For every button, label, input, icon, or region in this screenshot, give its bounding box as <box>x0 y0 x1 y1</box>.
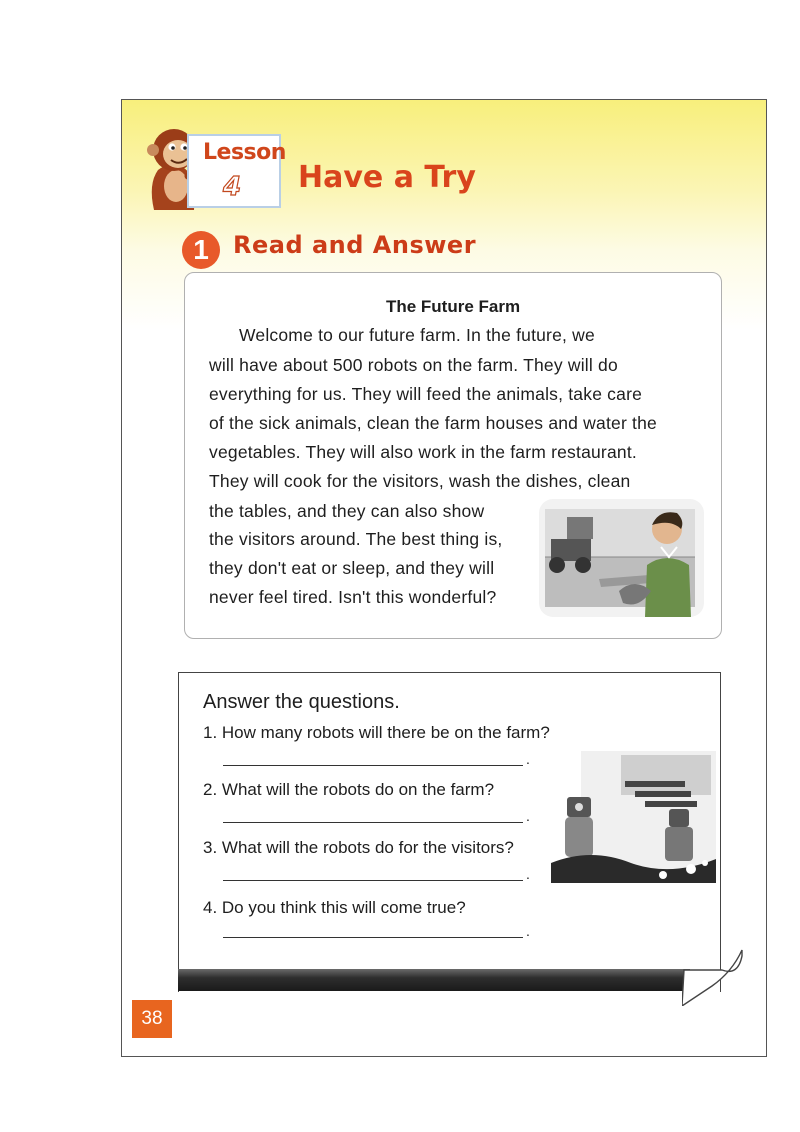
lesson-number: 4 <box>223 172 242 202</box>
passage-line: never feel tired. Isn't this wonderful? <box>209 587 497 607</box>
lesson-title: Have a Try <box>298 160 476 195</box>
answer-dot: . <box>526 808 530 824</box>
passage-title: The Future Farm <box>385 297 521 316</box>
answer-dot: . <box>526 866 530 882</box>
passage-line: of the sick animals, clean the farm houses and water the <box>209 413 657 433</box>
lesson-label: Lesson <box>203 140 286 165</box>
question-4: 4. Do you think this will come true? <box>203 898 466 917</box>
answer-dot: . <box>526 751 530 767</box>
passage-line: vegetables. They will also work in the farm restaurant. <box>209 442 637 462</box>
bottom-bar <box>178 969 690 991</box>
textbook-page <box>121 99 767 1057</box>
passage-line: they don't eat or sleep, and they will <box>209 558 495 578</box>
page-number: 38 <box>132 1000 172 1038</box>
farm-boy-illustration <box>539 499 704 617</box>
passage-line: will have about 500 robots on the farm. They will do <box>209 355 618 375</box>
question-3: 3. What will the robots do for the visitors? <box>203 838 514 857</box>
passage-line: Welcome to our future farm. In the future, we <box>239 325 595 345</box>
question-2: 2. What will the robots do on the farm? <box>203 780 495 799</box>
question-1: 1. How many robots will there be on the farm? <box>203 723 550 742</box>
passage-line: everything for us. They will feed the animals, take care <box>209 384 643 404</box>
passage-line: the tables, and they can also show <box>209 501 485 521</box>
questions-box <box>178 672 721 992</box>
answer-line-3[interactable] <box>223 880 523 881</box>
passage-line: They will cook for the visitors, wash the dishes, clean <box>209 471 631 491</box>
answer-dot: . <box>526 923 530 939</box>
answer-line-1[interactable] <box>223 765 523 766</box>
section-title: Read and Answer <box>233 231 477 259</box>
page-curl-decoration <box>682 946 744 1006</box>
answer-line-4[interactable] <box>223 937 523 938</box>
questions-heading: Answer the questions. <box>203 691 400 713</box>
passage-line: the visitors around. The best thing is, <box>209 529 503 549</box>
section-number-badge: 1 <box>182 231 220 269</box>
reading-passage-box <box>184 272 722 639</box>
answer-line-2[interactable] <box>223 822 523 823</box>
robot-restaurant-illustration <box>551 751 716 883</box>
lesson-badge <box>187 134 286 208</box>
